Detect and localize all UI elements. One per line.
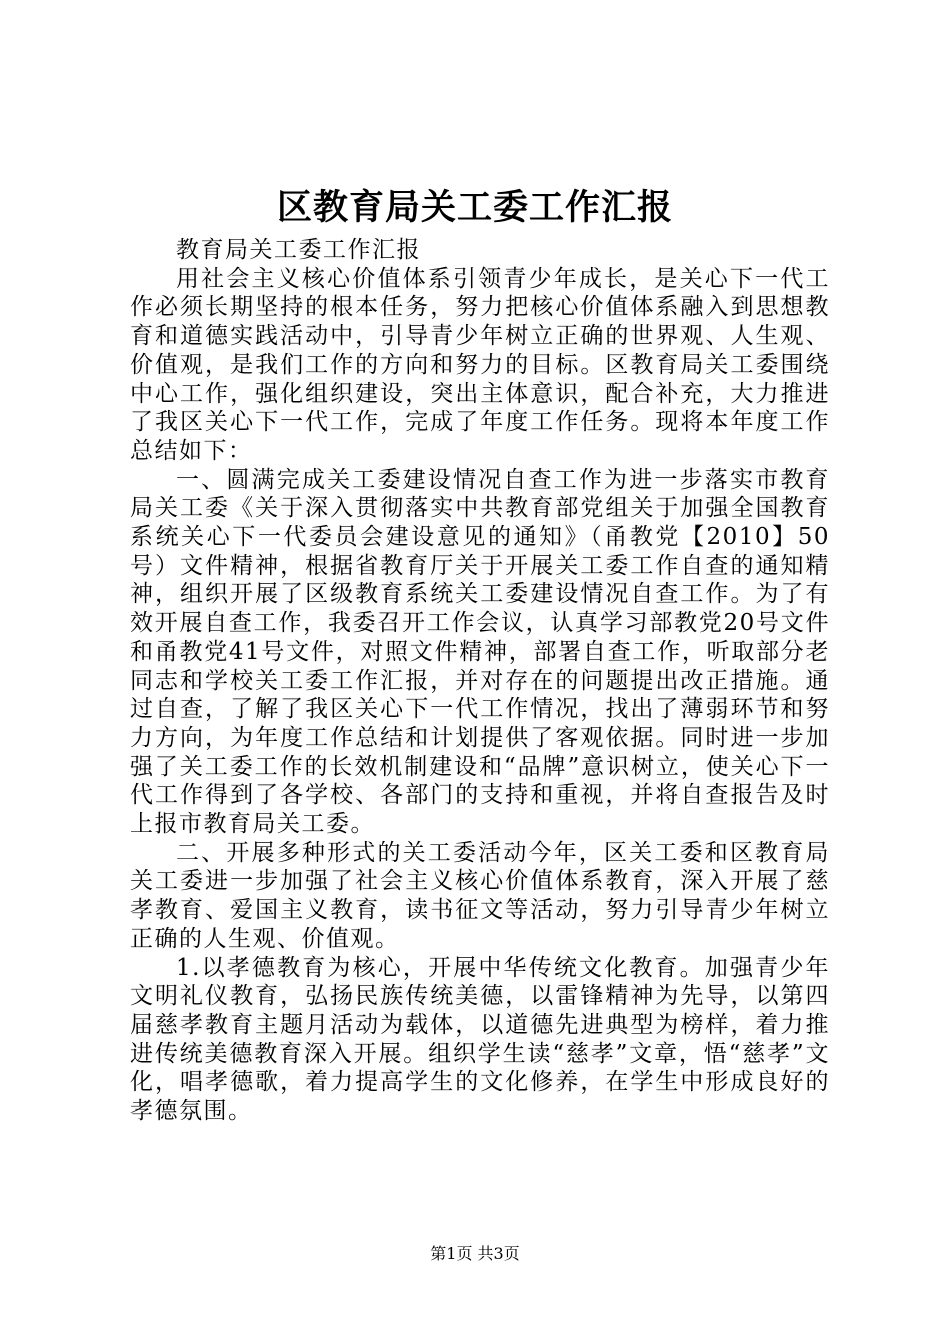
subtitle-paragraph: 教育局关工委工作汇报 bbox=[176, 237, 421, 263]
section-two-paragraph: 二、开展多种形式的关工委活动今年，区关工委和区教育局关工委进一步加强了社会主义核心价值体系教育，深入开展了慈孝教育、爱国主义教育，读书征文等活动，努力引导青少年树立正确的人生观、价值观。 bbox=[130, 839, 830, 952]
section-one-paragraph: 一、圆满完成关工委建设情况自查工作为进一步落实市教育局关工委《关于深入贯彻落实中共教育部党组关于加强全国教育系统关心下一代委员会建设意见的通知》（甬教党【2010】50号）文件精神，根据省教育厅关于开展关工委工作自查的通知精神，组织开展了区级教育系统关工委建设情况自查工作。为了有效开展自查工作，我委召开工作会议，认真学习部教党20号文件和甬教党41号文件，对照文件精神，部署自查工作，听取部分老同志和学校关工委工作汇报，并对存在的问题提出改正措施。通过自查，了解了我区关心下一代工作情况，找出了薄弱环节和努力方向，为年度工作总结和计划提供了客观依据。同时进一步加强了关工委工作的长效机制建设和“品牌”意识树立，使关心下一代工作得到了各学校、各部门的支持和重视，并将自查报告及时上报市教育局关工委。 bbox=[130, 466, 830, 838]
page-number-footer: 第1页 共3页 bbox=[430, 1244, 520, 1263]
document-body bbox=[130, 236, 830, 1126]
intro-paragraph: 用社会主义核心价值体系引领青少年成长，是关心下一代工作必须长期坚持的根本任务，努力把核心价值体系融入到思想教育和道德实践活动中，引导青少年树立正确的世界观、人生观、价值观，是我们工作的方向和努力的目标。区教育局关工委围绕中心工作，强化组织建设，突出主体意识，配合补充，大力推进了我区关心下一代工作，完成了年度工作任务。现将本年度工作总结如下： bbox=[130, 265, 830, 464]
item-one-paragraph: 1.以孝德教育为核心，开展中华传统文化教育。加强青少年文明礼仪教育，弘扬民族传统美德，以雷锋精神为先导，以第四届慈孝教育主题月活动为载体，以道德先进典型为榜样，着力推进传统美德教育深入开展。组织学生读“慈孝”文章，悟“慈孝”文化，唱孝德歌，着力提高学生的文化修养，在学生中形成良好的孝德氛围。 bbox=[130, 954, 830, 1125]
document-title: 区教育局关工委工作汇报 bbox=[276, 187, 673, 228]
